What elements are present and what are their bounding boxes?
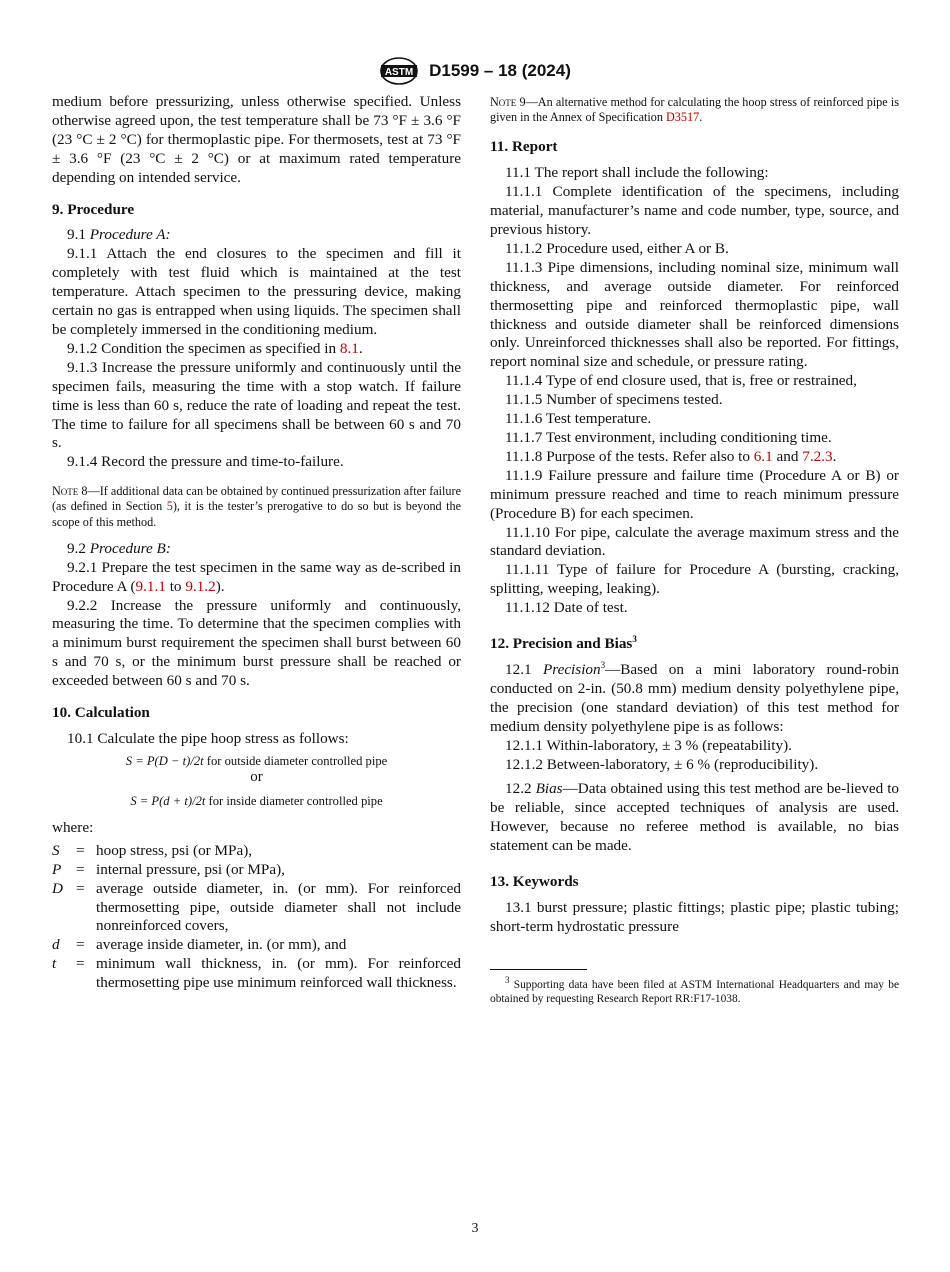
equation-2: S = P(d + t)/2t for inside diameter controlled pipe: [130, 793, 383, 808]
note-8: Note 8—If additional data can be obtained by continued pressurization after failure (as defined in Section 5), it is the tester’s prerogative to do so but is beyond the scope of this method.: [52, 484, 462, 529]
left-column: [52, 93, 461, 993]
definition-row: P = internal pressure, psi (or MPa),: [52, 860, 285, 878]
footnote-3: $^3$ Supporting data have been filed at ASTM International Headquarters and may be obtained by requesting Research Report RR:F17-1038.: [490, 974, 899, 1006]
para-10-1: 10.1 Calculate the pipe hoop stress as follows:: [67, 729, 349, 747]
para-11-1-3: 11.1.3 Pipe dimensions, including nominal size, minimum wall thickness, and average outside diameter. For reinforced thermosetting pipe and reinforced thermoplastic pipe, wall thickness and outside diameter shall be reinforced dimensions only. Unreinforced thicknesses shall also be reported. For fittings, report nominal size and schedule, or pressure rating.: [490, 258, 899, 371]
right-column: [490, 93, 899, 1007]
ref-link-d3517[interactable]: D3517: [666, 110, 700, 125]
page-number: 3: [471, 1221, 479, 1236]
definition-row: t = minimum wall thickness, in. (or mm). For reinforced thermosetting pipe use minimum reinforced wall thickness.: [52, 955, 461, 992]
para-11-1: 11.1 The report shall include the following:: [505, 164, 769, 182]
ref-link-7-2-3[interactable]: 7.2.3: [802, 447, 833, 465]
para-9-1-2: 9.1.2 Condition the specimen as specified in 8.1.: [67, 339, 363, 357]
equation-or: or: [250, 768, 263, 785]
section-11-heading: 11. Report: [490, 138, 558, 156]
para-9-2: 9.2 Procedure B:: [67, 539, 171, 557]
para-9-2-1: 9.2.1 Prepare the test specimen in the same way as de-scribed in Procedure A (9.1.1 to 9.1.2).: [52, 558, 461, 595]
variable-definitions: [52, 842, 461, 993]
para-12-2: 12.2 Bias—Data obtained using this test method are be-lieved to be reliable, since accepted techniques of analysis are used. However, because no referee method is available, no bias statement can be made.: [490, 780, 900, 855]
para-9-1-3: 9.1.3 Increase the pressure uniformly and continuously until the specimen fails, measuring the time with a stop watch. If failure time is less than 60 s, reduce the rate of loading and repeat the test. The time to failure for all specimens shall be between 60 s and 70 s.: [52, 358, 461, 452]
para-9-1: 9.1 Procedure A:: [67, 226, 171, 244]
para-9-1-4: 9.1.4 Record the pressure and time-to-failure.: [67, 453, 344, 471]
designation: D1599 – 18 (2024): [429, 61, 571, 80]
para-11-1-6: 11.1.6 Test temperature.: [505, 410, 652, 428]
para-11-1-9: 11.1.9 Failure pressure and failure time (Procedure A or B) or minimum pressure reached and time to reach minimum pressure (Procedure B) for each specimen.: [490, 466, 899, 522]
para-11-1-2: 11.1.2 Procedure used, either A or B.: [505, 239, 729, 257]
intro-paragraph: medium before pressurizing, unless otherwise specified. Unless otherwise agreed upon, the test temperature shall be 73 °F ± 3.6 °F (23 °C ± 2 °C) for thermoplastic pipe. For thermosets, test at 73 °F ± 3.6 °F (23 °C ± 2 °C) or at maximum rated temperature depending on intended service.: [52, 93, 461, 186]
para-12-1: 12.1 Precision$^3$—Based on a mini laboratory round-robin conducted on 2-in. (50.8 mm) medium density polyethylene pipe, the precision (one standard deviation) of this test method for medium density polyethylene pipe is as follows:: [490, 659, 899, 735]
section-9-heading: 9. Procedure: [52, 200, 135, 218]
para-12-1-2: 12.1.2 Between-laboratory, ± 6 % (reproducibility).: [505, 755, 819, 773]
definition-row: D = average outside diameter, in. (or mm). For reinforced thermosetting pipe, outside diameter shall not include nonreinforced covers,: [52, 879, 461, 935]
para-11-1-12: 11.1.12 Date of test.: [505, 599, 628, 617]
where-label: where:: [52, 818, 94, 836]
para-11-1-1: 11.1.1 Complete identification of the specimens, including material, manufacturer’s name and code number, type, source, and previous history.: [490, 183, 899, 239]
section-10-heading: 10. Calculation: [52, 704, 150, 722]
para-11-1-5: 11.1.5 Number of specimens tested.: [505, 391, 723, 409]
equation-1: S = P(D − t)/2t for outside diameter controlled pipe: [125, 753, 388, 768]
para-9-2-2: 9.2.2 Increase the pressure uniformly and continuously, measuring the time. To determine that the specimen complies with a minimum burst requirement the specimen shall burst between 60 s and 70 s, or the minimum burst pressure shall be reached or exceeded between 60 s and 70 s.: [52, 596, 461, 690]
para-11-1-10: 11.1.10 For pipe, calculate the average maximum stress and the standard deviation.: [490, 523, 899, 560]
para-12-1-1: 12.1.1 Within-laboratory, ± 3 % (repeatability).: [505, 736, 792, 754]
page-header: [0, 56, 950, 86]
section-12-heading: 12. Precision and Bias$^3$: [490, 634, 637, 653]
para-11-1-7: 11.1.7 Test environment, including conditioning time.: [505, 429, 832, 446]
para-11-1-11: 11.1.11 Type of failure for Procedure A (bursting, cracking, splitting, weeping, leaking).: [490, 561, 899, 598]
para-9-1-1: 9.1.1 Attach the end closures to the specimen and fill it completely with test fluid which is maintained at the test temperature. Attach specimen to the pressuring device, making certain no gas is entrapped when using liquids. The specimen shall be completely immersed in the conditioning medium.: [52, 245, 461, 338]
ref-link-6-1[interactable]: 6.1: [753, 447, 773, 465]
section-13-heading: 13. Keywords: [490, 873, 579, 891]
footnote-rule: [490, 969, 587, 970]
note-9: Note 9—An alternative method for calculating the hoop stress of reinforced pipe is given in the Annex of Specification D3517.: [490, 95, 899, 125]
para-11-1-8: 11.1.8 Purpose of the tests. Refer also to 6.1 and 7.2.3.: [505, 447, 837, 465]
para-11-1-4: 11.1.4 Type of end closure used, that is, free or restrained,: [505, 372, 857, 390]
logo-text: ASTM: [384, 67, 414, 78]
definition-row: S = hoop stress, psi (or MPa),: [52, 841, 253, 859]
ref-link-9-1-1[interactable]: 9.1.1: [135, 577, 166, 595]
ref-link-9-1-2[interactable]: 9.1.2: [185, 577, 216, 595]
astm-logo: [379, 56, 419, 86]
para-13-1: 13.1 burst pressure; plastic fittings; plastic pipe; plastic tubing; short-term hydrostatic pressure: [490, 898, 899, 935]
ref-link-8-1[interactable]: 8.1: [339, 339, 359, 357]
ref-link-section-5[interactable]: 5: [166, 499, 173, 514]
definition-row: d = average inside diameter, in. (or mm), and: [52, 936, 347, 954]
